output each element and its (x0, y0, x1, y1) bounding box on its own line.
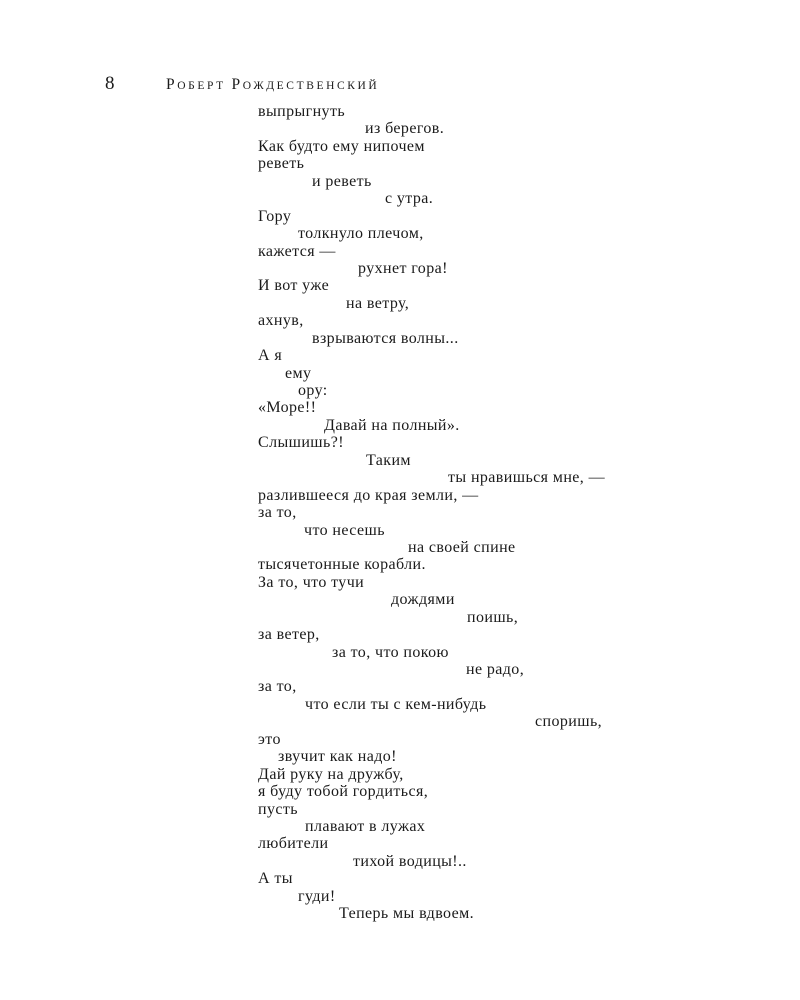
poem-line: ахнув, (258, 312, 304, 330)
poem-line: любители (258, 835, 329, 853)
poem-line: споришь, (535, 713, 603, 731)
poem-line: тихой водицы!.. (353, 852, 467, 870)
poem-line: рухнет гора! (358, 259, 448, 277)
poem-line: звучит как надо! (278, 748, 397, 766)
poem-line: реветь (258, 155, 305, 173)
poem-line: взрываются волны... (312, 329, 459, 347)
poem-line: дождями (391, 591, 455, 609)
poem-line: за ветер, (258, 626, 320, 644)
poem-line: Слышишь?! (258, 434, 344, 452)
poem-line: За то, что тучи (258, 573, 365, 591)
poem-line: Как будто ему нипочем (258, 137, 425, 155)
poem-line: я буду тобой гордиться, (258, 783, 429, 801)
poem-line: ору: (298, 382, 328, 399)
poem-line: из берегов. (365, 120, 445, 138)
poem-line: Таким (366, 451, 411, 469)
poem-line: за то, что покою (332, 643, 449, 661)
poem-line: за то, (258, 504, 297, 522)
poem-line: Давай на полный». (324, 416, 460, 434)
poem-line: поишь, (467, 608, 519, 626)
poem-line: на своей спине (408, 538, 516, 556)
poem-line: Теперь мы вдвоем. (339, 905, 475, 923)
poem-line: кажется — (258, 242, 336, 260)
poem-line: А я (258, 347, 283, 365)
poem-line: не радо, (466, 661, 525, 678)
poem-line: А ты (258, 870, 293, 888)
poem-line: Дай руку на дружбу, (258, 765, 404, 783)
poem-line: и реветь (312, 172, 372, 190)
poem-line: за то, (258, 678, 297, 696)
poem-line: гуди! (298, 887, 336, 905)
poem-line: ему (285, 364, 312, 382)
poem-line: пусть (258, 800, 298, 818)
running-title: РОБЕРТ РОЖДЕСТВЕНСКИЙ (166, 76, 380, 93)
poem-line: что если ты с кем-нибудь (305, 695, 487, 713)
poem-line: «Море!! (258, 399, 317, 417)
poem-line: разлившееся до края земли, — (258, 486, 479, 504)
poem-line: что несешь (304, 521, 385, 539)
poem-text (258, 103, 778, 923)
poem-line: Гору (258, 207, 292, 225)
poem-line: на ветру, (346, 294, 410, 312)
poem-line: И вот уже (258, 277, 330, 295)
poem-line: толкнуло плечом, (298, 225, 424, 243)
page-number: 8 (105, 73, 115, 94)
poem-line: ты нравишься мне, — (448, 469, 605, 487)
poem-line: выпрыгнуть (258, 103, 346, 120)
poem-line: тысячетонные корабли. (258, 556, 426, 574)
poem-line: плавают в лужах (305, 817, 426, 835)
poem-line: с утра. (385, 190, 434, 208)
poem-line: это (258, 730, 281, 748)
